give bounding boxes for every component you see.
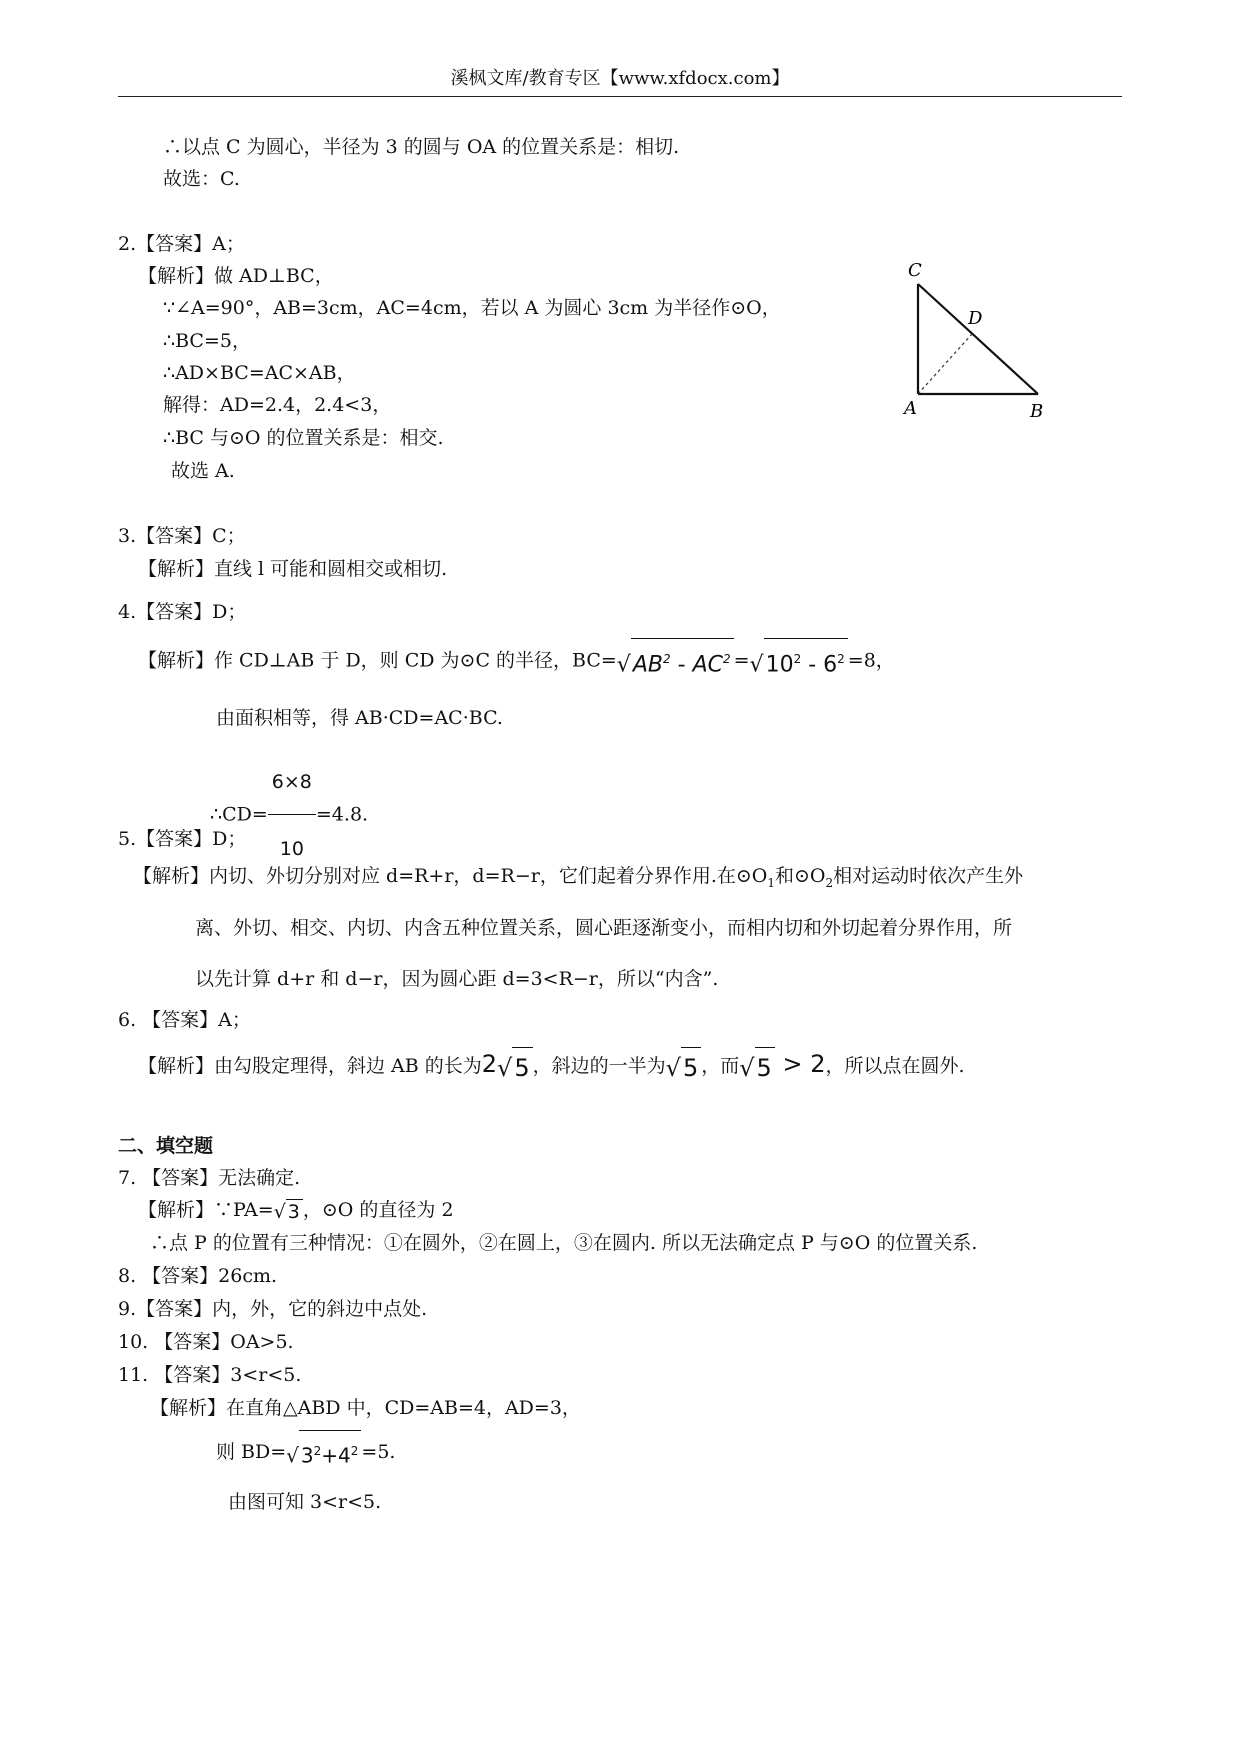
section-title: 二、填空题 xyxy=(118,1135,214,1157)
text-segment: ∴CD= xyxy=(210,803,268,826)
altitude-ad xyxy=(918,334,972,394)
text-line: 由图可知 3<r<5. xyxy=(228,1491,382,1513)
text-segment: =4.8. xyxy=(315,803,369,826)
question-7-analysis: 【解析】∵PA=√ 3 ，⊙O 的直径为 2 xyxy=(138,1199,454,1223)
text-line: 故选 A. xyxy=(171,460,235,482)
fraction xyxy=(268,752,316,879)
sqrt-expression: $√10^2 - 6^2$ xyxy=(750,638,848,685)
text-line: ∴点 P 的位置有三种情况：①在圆外，②在圆上，③在圆内. 所以无法确定点 P 与⊙O 的位置关系. xyxy=(150,1232,978,1254)
question-8-answer: 8. 【答案】26cm. xyxy=(118,1265,278,1287)
side-bc xyxy=(918,284,1038,394)
question-11-formula: 则 BD=√ $3^2+4^2 =5$. xyxy=(216,1430,395,1476)
question-4-analysis xyxy=(138,638,895,685)
text-line: ∴BC 与⊙O 的位置关系是：相交. xyxy=(163,427,444,449)
sqrt-expression: $√AB^2 - AC^2$ xyxy=(617,638,734,685)
question-10-answer: 10. 【答案】OA>5. xyxy=(118,1331,294,1353)
label-d: D xyxy=(968,308,983,329)
question-3-analysis: 【解析】直线 l 可能和圆相交或相切. xyxy=(138,558,448,580)
fraction-line xyxy=(210,752,368,879)
question-9-answer: 9.【答案】内，外，它的斜边中点处. xyxy=(118,1298,428,1320)
question-7-answer: 7. 【答案】无法确定. xyxy=(118,1167,301,1189)
question-11-answer: 11. 【答案】3<r<5. xyxy=(118,1364,302,1386)
text-line: ∴以点 C 为圆心，半径为 3 的圆与 OA 的位置关系是：相切. xyxy=(163,136,680,158)
question-2-answer: 2.【答案】A； xyxy=(118,233,245,255)
text-line: 由面积相等，得 AB·CD=AC·BC. xyxy=(216,707,503,729)
fraction-denominator: 10 xyxy=(279,838,304,860)
question-6-analysis: 【解析】由勾股定理得，斜边 AB 的长为2√5 ，斜边的一半为√5 ，而√5 > 2，所以点在圆外. xyxy=(138,1044,965,1088)
question-6-answer: 6. 【答案】A； xyxy=(118,1009,251,1031)
question-5-analysis: 【解析】内切、外切分别对应 d=R+r，d=R−r，它们起着分界作用.在$⊙O_1$和$⊙O_2$相对运动时依次产生外 xyxy=(133,865,1024,890)
page-header: 溪枫文库/教育专区【www.xfdocx.com】 xyxy=(118,66,1122,97)
equals-sign: = xyxy=(733,649,750,672)
text-line: ∴BC=5， xyxy=(163,330,251,352)
question-11-analysis: 【解析】在直角△ABD 中，CD=AB=4，AD=3， xyxy=(150,1397,581,1419)
text-line: 故选：C. xyxy=(163,168,240,190)
label-a: A xyxy=(904,398,917,419)
text-segment: =8， xyxy=(847,649,895,672)
question-3-answer: 3.【答案】C； xyxy=(118,525,246,547)
question-4-answer: 4.【答案】D； xyxy=(118,601,247,623)
label-c: C xyxy=(908,262,922,281)
label-b: B xyxy=(1030,401,1044,422)
text-segment: 【解析】作 CD⊥AB 于 D，则 CD 为⊙C 的半径，BC= xyxy=(138,649,617,672)
text-line: 以先计算 d+r 和 d−r，因为圆心距 d=3<R−r，所以“内含”. xyxy=(195,968,719,990)
text-line: ∵∠A=90°，AB=3cm，AC=4cm，若以 A 为圆心 3cm 为半径作⊙O， xyxy=(163,297,781,319)
question-5-answer: 5.【答案】D； xyxy=(118,828,247,850)
triangle-figure xyxy=(900,262,1050,422)
text-line: 解得：AD=2.4，2.4<3， xyxy=(163,394,392,416)
question-2-analysis: 【解析】做 AD⊥BC， xyxy=(138,265,334,287)
text-line: 离、外切、相交、内切、内含五种位置关系，圆心距逐渐变小，而相内切和外切起着分界作用，所 xyxy=(195,917,1013,939)
fraction-numerator: 6×8 xyxy=(268,752,316,815)
text-line: ∴AD×BC=AC×AB， xyxy=(163,362,356,384)
